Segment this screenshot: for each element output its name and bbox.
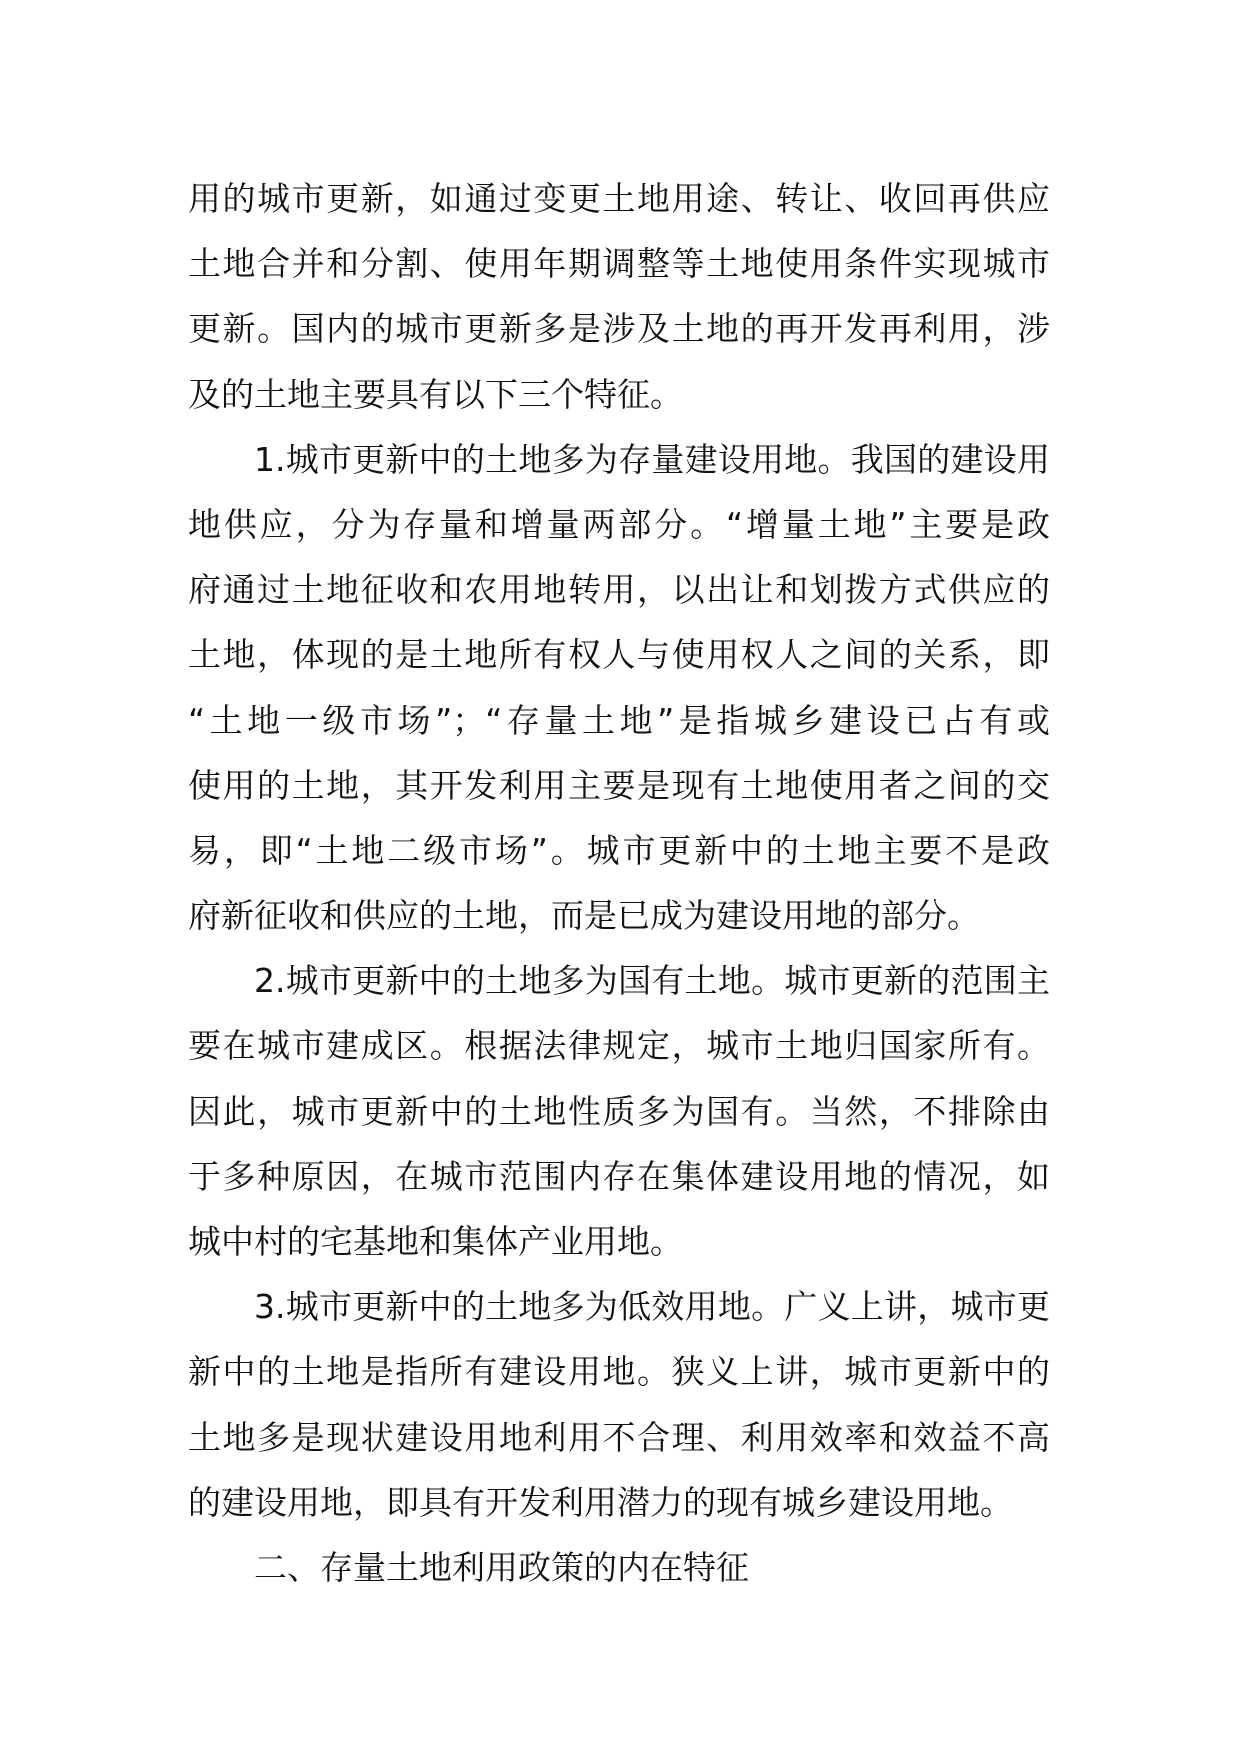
text-line: 府新征收和供应的土地，而是已成为建设用地的部分。: [188, 896, 980, 936]
text-line: 因此，城市更新中的土地性质多为国有。当然，不排除由: [188, 1091, 1050, 1131]
body-text: [188, 166, 1050, 1600]
text-line: 1.城市更新中的土地多为存量建设用地。我国的建设用: [254, 439, 1050, 479]
text-line: 府通过土地征收和农用地转用，以出让和划拨方式供应的: [188, 570, 1050, 610]
text-line: “土地一级市场”；“存量土地”是指城乡建设已占有或: [188, 700, 1050, 740]
text-line: 的建设用地，即具有开发利用潜力的现有城乡建设用地。: [188, 1482, 1013, 1522]
text-line: 更新。国内的城市更新多是涉及土地的再开发再利用，涉: [188, 309, 1050, 349]
text-line: 易，即“土地二级市场”。城市更新中的土地主要不是政: [188, 830, 1050, 870]
text-line: 土地，体现的是土地所有权人与使用权人之间的关系，即: [188, 635, 1050, 675]
text-line: 及的土地主要具有以下三个特征。: [188, 374, 683, 414]
text-line: 3.城市更新中的土地多为低效用地。广义上讲，城市更: [254, 1287, 1050, 1327]
text-line: 于多种原因，在城市范围内存在集体建设用地的情况，如: [188, 1156, 1050, 1196]
text-line: 使用的土地，其开发利用主要是现有土地使用者之间的交: [188, 765, 1050, 805]
text-line: 土地多是现状建设用地利用不合理、利用效率和效益不高: [188, 1417, 1050, 1457]
text-line: 2.城市更新中的土地多为国有土地。城市更新的范围主: [254, 961, 1050, 1001]
section-heading: 二、存量土地利用政策的内在特征: [254, 1547, 749, 1587]
text-line: 地供应，分为存量和增量两部分。“增量土地”主要是政: [188, 504, 1050, 544]
text-line: 新中的土地是指所有建设用地。狭义上讲，城市更新中的: [188, 1352, 1050, 1392]
text-line: 要在城市建成区。根据法律规定，城市土地归国家所有。: [188, 1026, 1050, 1066]
text-line: 土地合并和分割、使用年期调整等土地使用条件实现城市: [188, 244, 1050, 284]
text-line: 城中村的宅基地和集体产业用地。: [188, 1222, 683, 1261]
text-line: 用的城市更新，如通过变更土地用途、转让、收回再供应: [188, 179, 1050, 218]
